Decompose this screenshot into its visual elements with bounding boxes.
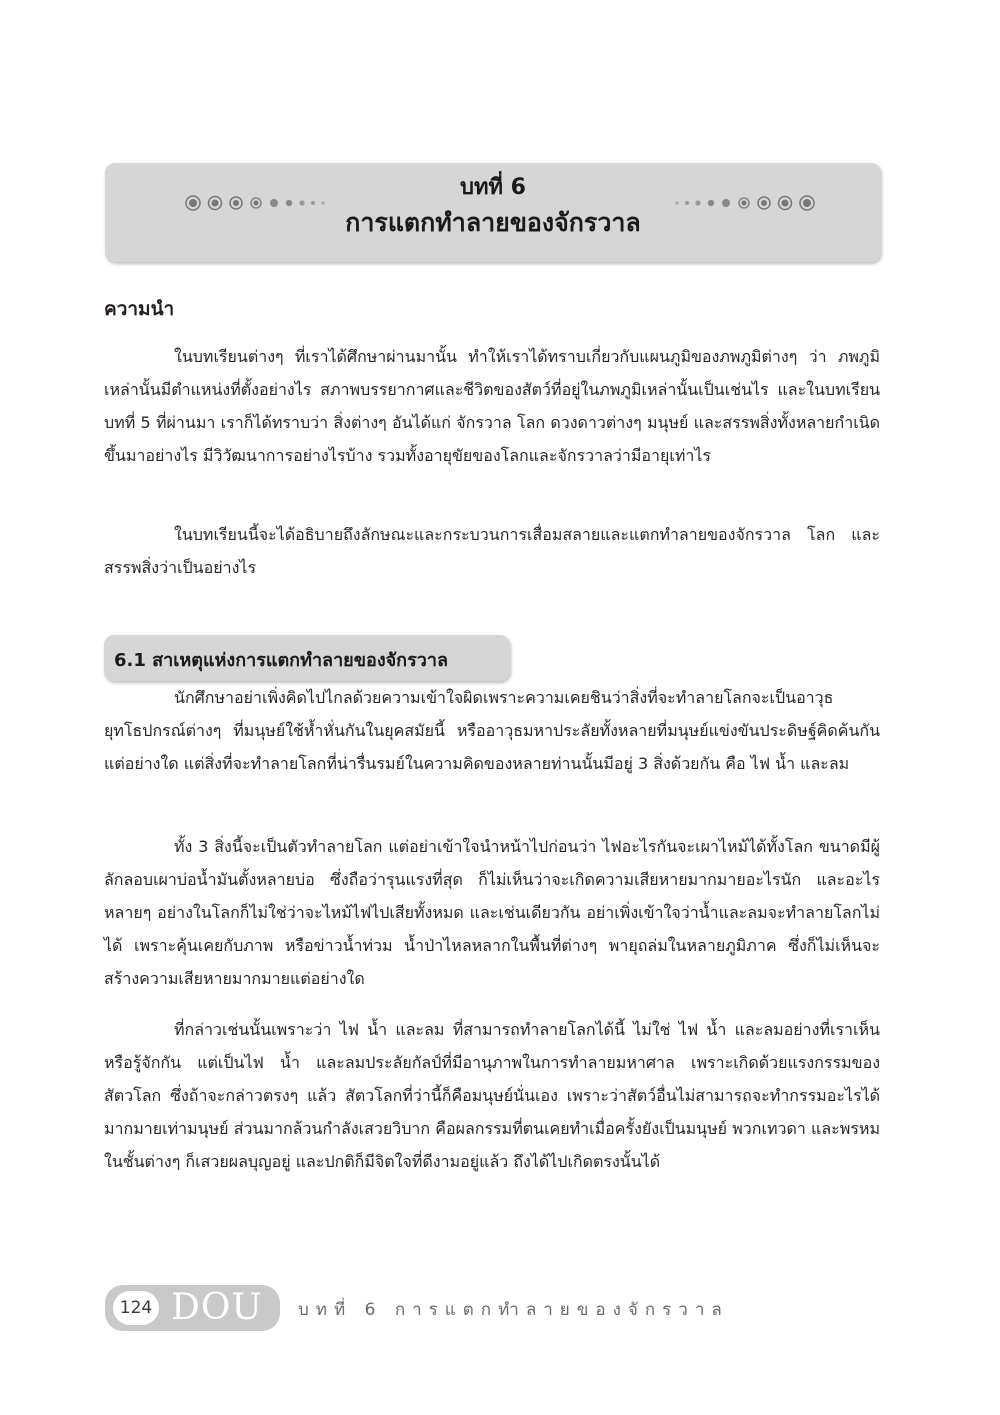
intro-paragraph: ในบทเรียนต่างๆ ที่เราได้ศึกษาผ่านมานั้น ทำให้เราได้ทราบเกี่ยวกับแผนภูมิของภพภูมิต่างๆ ว่า ภพภูมิเหล่านั้นมีตำแหน่งที่ตั้งอย่างไร สภาพบรรยากาศและชีวิตของสัตว์ที่อยู่ในภพภูมิเหล่านั้นเป็นเช่นไร และในบทเรียนบทที่ 5 ที่ผ่านมา เราก็ได้ทราบว่า สิ่งต่างๆ อันได้แก่ จักรวาล โลก ดวงดาวต่างๆ มนุษย์ และสรรพสิ่งทั้งหลายกำเนิดขึ้นมาอย่างไร มีวิวัฒนาการอย่างไรบ้าง รวมทั้งอายุขัยของโลกและจักรวาลว่ามีอายุเท่าไร	[104, 347, 880, 465]
footer-chapter-reference: บทที่ 6 การแตกทำลายของจักรวาล	[298, 1300, 729, 1320]
section-heading-tab	[104, 635, 510, 681]
section-paragraph: ทั้ง 3 สิ่งนี้จะเป็นตัวทำลายโลก แต่อย่าเข้าใจนำหน้าไปก่อนว่า ไฟอะไรกันจะเผาไหม้ได้ทั้งโลก ขนาดมีผู้ลักลอบเผาบ่อน้ำมันตั้งหลายบ่อ ซึ่งถือว่ารุนแรงที่สุด ก็ไม่เห็นว่าจะเกิดความเสียหายมากมายอะไรนัก และอะไรหลายๆ อย่างในโลกก็ไม่ใช่ว่าจะไหม้ไฟไปเสียทั้งหมด และเช่นเดียวกัน อย่าเพิ่งเข้าใจว่าน้ำและลมจะทำลายโลกไม่ได้ เพราะคุ้นเคยกับภาพ หรือข่าวน้ำท่วม น้ำป่าไหลหลากในพื้นที่ต่างๆ พายุถล่มในหลายภูมิภาค ซึ่งก็ไม่เห็นจะสร้างความเสียหายมากมายแต่อย่างใด	[104, 837, 880, 988]
chapter-banner	[105, 163, 881, 262]
footer-badge	[105, 1285, 280, 1331]
page-number: 124	[113, 1291, 159, 1325]
chapter-title: การแตกทำลายของจักรวาล	[345, 208, 641, 237]
section-paragraph: นักศึกษาอย่าเพิ่งคิดไปไกลด้วยความเข้าใจผิดเพราะความเคยชินว่าสิ่งที่จะทำลายโลกจะเป็นอาวุธยุทโธปกรณ์ต่างๆ ที่มนุษย์ใช้ห้ำหั่นกันในยุคสมัยนี้ หรืออาวุธมหาประลัยทั้งหลายที่มนุษย์แข่งขันประดิษฐ์คิดค้นกันแต่อย่างใด แต่สิ่งที่จะทำลายโลกที่น่ารื่นรมย์ในความคิดของหลายท่านนั้นมีอยู่ 3 สิ่งด้วยกัน คือ ไฟ น้ำ และลม	[104, 688, 880, 773]
intro-heading: ความนำ	[104, 298, 175, 320]
section-paragraph: ที่กล่าวเช่นนั้นเพราะว่า ไฟ น้ำ และลม ที่สามารถทำลายโลกได้นี้ ไม่ใช่ ไฟ น้ำ และลมอย่างที่เราเห็นหรือรู้จักกัน แต่เป็นไฟ น้ำ และลมประลัยกัลป์ที่มีอานุภาพในการทำลายมหาศาล เพราะเกิดด้วยแรงกรรมของสัตวโลก ซึ่งถ้าจะกล่าวตรงๆ แล้ว สัตวโลกที่ว่านี้ก็คือมนุษย์นั่นเอง เพราะว่าสัตว์อื่นไม่สามารถจะทำกรรมอะไรได้มากมายเท่ามนุษย์ ส่วนมากล้วนกำลังเสวยวิบาก คือผลกรรมที่ตนเคยทำเมื่อครั้งยังเป็นมนุษย์ พวกเทวดา และพรหมในชั้นต่างๆ ก็เสวยผลบุญอยู่ และปกติก็มีจิตใจที่ดีงามอยู่แล้ว ถึงได้ไปเกิดตรงนั้นได้	[104, 1020, 880, 1171]
brand-logo: DOU	[171, 1287, 263, 1328]
decorative-dots-right-icon	[665, 193, 815, 213]
chapter-number: บทที่ 6	[460, 175, 526, 200]
intro-paragraph: ในบทเรียนนี้จะได้อธิบายถึงลักษณะและกระบวนการเสื่อมสลายและแตกทำลายของจักรวาล โลก และสรรพสิ่งว่าเป็นอย่างไร	[104, 525, 880, 577]
section-title: 6.1 สาเหตุแห่งการแตกทำลายของจักรวาล	[114, 650, 448, 671]
